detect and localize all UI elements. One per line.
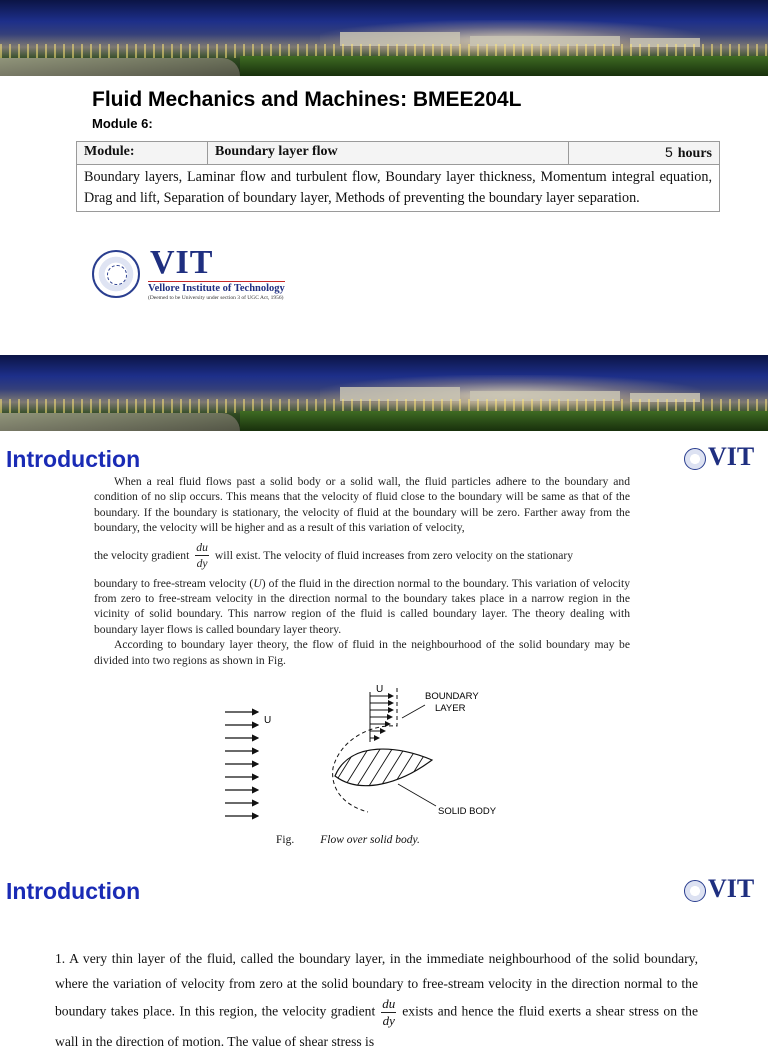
syllabus-header-row (77, 142, 720, 165)
free-stream-symbol: U (253, 576, 262, 590)
intro-paragraph-1: When a real fluid flows past a solid body or a solid wall, the fluid particles adhere to the boundary and condition of no slip occurs. This means that the velocity of fluid close to the boundary will be same as that of the boundary. If the boundary is stationary, the velocity of fluid at the boundary will be zero. Farther away from the boundary, the velocity will be higher and as a result of this variation of velocity, (94, 475, 630, 535)
vit-seal-icon (684, 448, 706, 470)
boundary-leader-line (402, 705, 425, 718)
campus-banner-2 (0, 355, 768, 431)
syllabus-topics-row (77, 165, 720, 212)
gradient-post-text: will exist. The velocity of fluid increases from zero velocity on the stationary (214, 548, 574, 562)
solid-body-leader-line (398, 784, 436, 806)
figure-caption-label: Fig. (276, 834, 295, 846)
vit-wordmark: VIT (150, 244, 214, 281)
hours-value: 5 (664, 144, 673, 160)
solid-body-label: SOLID BODY (438, 806, 497, 817)
figure-caption-text: Flow over solid body. (320, 834, 420, 846)
module-header-cell: Module: (77, 142, 208, 165)
hours-cell (569, 142, 720, 165)
vit-seal-icon (92, 250, 140, 298)
du-dy-fraction (195, 540, 209, 571)
vit-seal-icon (684, 880, 706, 902)
boundary-label-1: BOUNDARY (425, 691, 479, 702)
vit-logo (92, 244, 292, 304)
intro-paragraph-2: According to boundary layer theory, the flow of fluid in the neighbourhood of the solid boundary may be divided into two regions as shown in Fig. (94, 638, 630, 667)
point1-text-a: 1. A very thin layer of the fluid, called the boundary layer, in the immediate neighbourhood of the solid boundary, where the variation of velocity from zero at the solid boundary to free-stream velocity in the direction normal to the boundary takes place. In this region, the velocity gradient (55, 951, 698, 1019)
free-stream-arrows (225, 712, 258, 816)
course-title: Fluid Mechanics and Machines: BMEE204L (92, 88, 522, 111)
velocity-gradient-line (94, 536, 630, 576)
module-name-cell: Boundary layer flow (208, 142, 569, 165)
boundary-layer-point-1 (55, 946, 698, 1054)
du-dy-fraction-2 (381, 996, 396, 1029)
fraction-numerator: du (196, 541, 208, 555)
intro-body-text (94, 474, 630, 668)
slide2-vit-logo (684, 444, 768, 472)
para-text-a: boundary to free-stream velocity ( (94, 576, 254, 590)
vit-mini-wordmark: VIT (708, 442, 755, 471)
intro-paragraph-1-continued (94, 576, 630, 638)
fraction-numerator: du (382, 996, 396, 1011)
slide2-heading: Introduction (6, 446, 141, 472)
boundary-layer-figure (200, 680, 530, 830)
campus-banner-1 (0, 0, 768, 76)
free-stream-label: U (264, 715, 272, 726)
para-text-b: ) of the fluid in the direction normal to the boundary. This variation of velocity from zero to free-stream velocity in the direction normal to the boundary takes place in a narrow region in the vicinity of solid boundary. This narrow region of the fluid is called boundary layer. The theory dealing with boundary layer flows is called boundary layer theory. (94, 576, 630, 636)
syllabus-topics: Boundary layers, Laminar flow and turbulent flow, Boundary layer thickness, Momentum integral equation, Drag and lift, Separation of boundary layer, Methods of preventing the boundary layer separation. (77, 165, 720, 212)
fraction-denominator: dy (196, 557, 208, 571)
vit-mini-wordmark: VIT (708, 874, 755, 903)
velocity-profile-arrows (370, 692, 393, 742)
vit-full-name: Vellore Institute of Technology (148, 283, 285, 294)
boundary-label-2: LAYER (435, 703, 466, 714)
slide3-heading: Introduction (6, 878, 141, 904)
syllabus-table (76, 141, 720, 212)
gradient-pre-text: the velocity gradient (94, 548, 190, 562)
fraction-denominator: dy (382, 1013, 395, 1028)
module-label: Module 6: (92, 116, 153, 131)
hours-unit: hours (677, 146, 712, 161)
figure-caption (276, 834, 420, 846)
slide3-vit-logo (684, 876, 768, 904)
solid-body-shape (306, 730, 440, 810)
point1-text-b: exists and hence the fluid exerts a shear stress on the wall in the direction of motion. The value of shear stress is (55, 1003, 698, 1049)
vit-deemed-note: (Deemed to be University under section 3 of UGC Act, 1956) (148, 295, 284, 301)
profile-velocity-label: U (376, 684, 384, 695)
